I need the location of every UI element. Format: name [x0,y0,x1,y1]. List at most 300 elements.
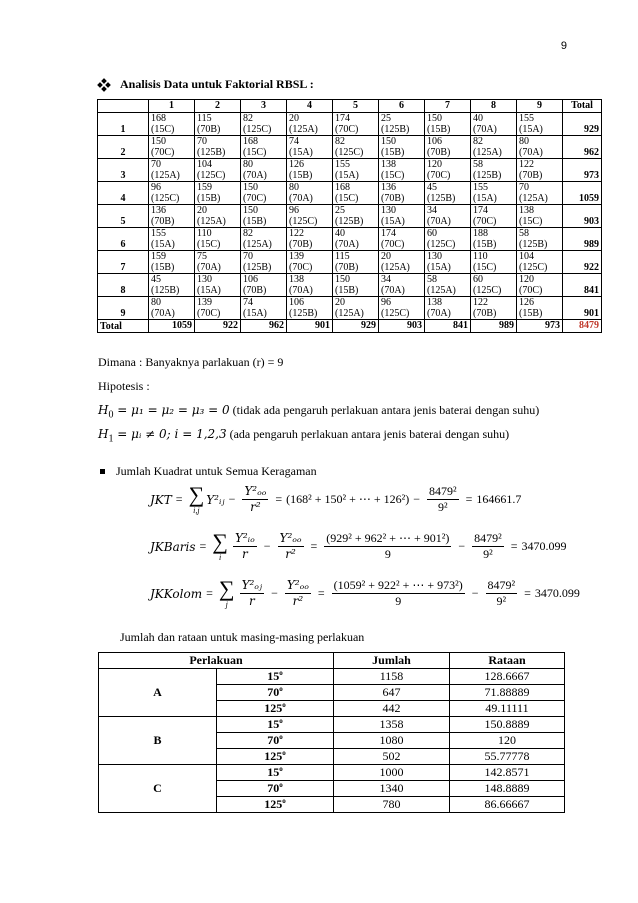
group-label: C [99,765,217,813]
cell-value: 20 [289,113,299,124]
cell-treatment: (15B) [289,170,313,181]
data-cell [333,251,379,274]
temperature-cell [217,797,334,813]
cell-treatment: (70A) [243,170,267,181]
table-row [98,297,602,320]
row-label: 2 [98,136,149,159]
cell-value: 120 [519,274,534,285]
rataan-cell: 49.11111 [450,701,565,717]
row-label: 6 [98,228,149,251]
cell-value: 25 [381,113,391,124]
cell-value: 104 [519,251,534,262]
jumlah-cell: 1080 [334,733,450,749]
cell-value: 82 [473,136,483,147]
cell-value: 60 [473,274,483,285]
data-cell [425,274,471,297]
data-cell [195,297,241,320]
data-cell [241,113,287,136]
cell-treatment: (15C) [473,262,497,273]
degree-mark: o [279,685,283,693]
table-row [99,765,565,781]
cell-treatment: (15A) [473,193,497,204]
rataan-cell: 148.8889 [450,781,565,797]
temperature-value: 15 [267,765,280,779]
table-row [98,205,602,228]
row-label: 4 [98,182,149,205]
jumlah-kuadrat-title: Jumlah Kuadrat untuk Semua Keragaman [116,464,317,478]
cell-value: 130 [381,205,396,216]
cell-value: 188 [473,228,488,239]
col-header: 9 [517,100,563,113]
row-total: 903 [563,205,602,228]
data-cell [333,159,379,182]
jumlah-cell: 1340 [334,781,450,797]
h1-note: (ada pengaruh perlakuan antara jenis baterai dengan suhu) [226,427,510,441]
data-cell [241,297,287,320]
col-header: 2 [195,100,241,113]
col-total: 973 [517,320,563,333]
cell-treatment: (125A) [335,308,364,319]
equation-jkkolom: JKKolom = ∑ j $\frac{\text{Y²ₒⱼ}}{r}$ − $\frac{\text{Y²ₒₒ}}{\text{r²}}$ = $\frac{\text{(1059² + 922² + ⋯ + 973²)}}{9}$ − $\frac{\text{8479²}}{\text{9²}}$ = 3470.099 [150,576,580,609]
row-label: 1 [98,113,149,136]
data-cell [517,228,563,251]
cell-treatment: (125C) [473,285,502,296]
degree-mark: o [282,749,286,757]
cell-treatment: (125A) [289,124,318,135]
section-heading [98,77,314,92]
rataan-cell: 150.8889 [450,717,565,733]
jkt-term: Y²ᵢⱼ [206,492,225,507]
sigma-icon: ∑ i,j [188,482,205,515]
col-header: 1 [149,100,195,113]
data-cell [241,136,287,159]
temperature-cell [217,781,334,797]
temperature-value: 70 [267,685,280,699]
equation-jkbaris: JKBaris = ∑ i $\frac{\text{Y²ᵢₒ}}{r}$ − $\frac{\text{Y²ₒₒ}}{\text{r²}}$ = $\frac{\text{(929² + 962² + ⋯ + 901²)}}{9}$ − $\frac{\text{8479²}}{\text{9²}}$ = 3470.099 [150,529,567,562]
cell-treatment: (15C) [151,124,175,135]
row-label: 7 [98,251,149,274]
cell-treatment: (70A) [473,124,497,135]
temperature-cell [217,685,334,701]
data-cell [287,251,333,274]
cell-treatment: (70B) [335,262,359,273]
data-cell [195,113,241,136]
data-cell [425,113,471,136]
cell-treatment: (125C) [151,193,180,204]
col-header: 6 [379,100,425,113]
cell-value: 80 [151,297,161,308]
data-cell [425,205,471,228]
cell-value: 96 [381,297,391,308]
cell-value: 115 [335,251,350,262]
data-cell [195,228,241,251]
rbsl-data-table [97,99,602,333]
data-cell [425,182,471,205]
temperature-value: 125 [264,749,283,763]
cell-value: 122 [289,228,304,239]
row-total: 962 [563,136,602,159]
data-cell [149,182,195,205]
cell-treatment: (70B) [151,216,175,227]
data-cell [379,205,425,228]
degree-mark: o [282,797,286,805]
h1-expr: = μᵢ ≠ 0; i = 1,2,3 [113,427,227,441]
cell-treatment: (15B) [427,124,451,135]
data-cell [241,205,287,228]
cell-treatment: (15A) [289,147,313,158]
table-row [98,228,602,251]
cell-value: 110 [473,251,488,262]
data-cell [241,182,287,205]
h0-sub: 0 [108,409,114,421]
cell-treatment: (15C) [381,170,405,181]
cell-value: 159 [151,251,166,262]
data-cell [149,297,195,320]
cell-value: 120 [427,159,442,170]
cell-treatment: (15A) [151,239,175,250]
temperature-cell [217,669,334,685]
cell-value: 130 [197,274,212,285]
data-cell [287,297,333,320]
data-cell [287,205,333,228]
data-cell [471,159,517,182]
cell-treatment: (70B) [243,285,267,296]
rataan-cell: 128.6667 [450,669,565,685]
data-cell [149,274,195,297]
degree-mark: o [279,717,283,725]
data-cell [333,136,379,159]
cell-treatment: (125B) [427,193,456,204]
equation-jkt: JKT = ∑ i,j Y²ᵢⱼ − $\frac{\text{Y²ₒₒ}}{\text{r²}}$ = (168² + 150² + ⋯ + 126²) − $\frac{\text{8479²}}{\text{9²}}$ = 164661.7 [150,482,522,515]
cell-treatment: (125B) [335,216,364,227]
temperature-value: 70 [267,733,280,747]
cell-treatment: (15C) [243,147,267,158]
cell-value: 40 [473,113,483,124]
sigma-icon: ∑ i [212,529,228,562]
data-cell [195,159,241,182]
table-row [98,274,602,297]
cell-treatment: (70B) [473,308,497,319]
cell-value: 174 [335,113,350,124]
cell-value: 150 [335,274,350,285]
data-cell [517,205,563,228]
cell-value: 138 [427,297,442,308]
cell-treatment: (70A) [381,285,405,296]
cell-value: 138 [519,205,534,216]
data-cell [517,297,563,320]
cell-value: 168 [335,182,350,193]
cell-treatment: (70A) [519,147,543,158]
col-header: 4 [287,100,333,113]
cell-treatment: (15C) [519,216,543,227]
data-cell [149,136,195,159]
group-label: B [99,717,217,765]
temperature-value: 125 [264,797,283,811]
table2-title: Jumlah dan rataan untuk masing-masing perlakuan [120,630,365,644]
col-total: 929 [333,320,379,333]
jkt-result: 164661.7 [476,492,522,506]
temperature-value: 125 [264,701,283,715]
table2-header: Jumlah [334,653,450,669]
data-cell [517,136,563,159]
degree-mark: o [279,669,283,677]
cell-value: 139 [289,251,304,262]
cell-treatment: (125C) [243,124,272,135]
cell-treatment: (70A) [197,262,221,273]
cell-treatment: (125A) [151,170,180,181]
col-total: 1059 [149,320,195,333]
cell-treatment: (15B) [151,262,175,273]
cell-treatment: (125B) [151,285,180,296]
data-cell [287,228,333,251]
cell-treatment: (125A) [381,262,410,273]
cell-treatment: (125B) [473,170,502,181]
data-cell [241,159,287,182]
cell-value: 60 [427,228,437,239]
cell-value: 138 [381,159,396,170]
cell-treatment: (15C) [197,239,221,250]
cell-treatment: (70C) [151,147,175,158]
cell-value: 130 [427,251,442,262]
hypothesis-h0 [98,403,539,420]
cell-treatment: (125C) [519,262,548,273]
cell-value: 126 [519,297,534,308]
data-cell [425,159,471,182]
cell-value: 80 [243,159,253,170]
data-cell [333,297,379,320]
cell-value: 45 [427,182,437,193]
cell-value: 138 [289,274,304,285]
cell-treatment: (15A) [381,216,405,227]
cell-value: 150 [243,205,258,216]
data-cell [517,274,563,297]
col-total: 962 [241,320,287,333]
corner-header [98,100,149,113]
cell-value: 96 [151,182,161,193]
data-cell [425,228,471,251]
row-label: 9 [98,297,149,320]
degree-mark: o [279,733,283,741]
col-total: 841 [425,320,471,333]
row-total: 841 [563,274,602,297]
col-total: 989 [471,320,517,333]
data-cell [379,113,425,136]
data-cell [195,182,241,205]
cell-treatment: (15B) [197,193,221,204]
group-label: A [99,669,217,717]
cell-value: 155 [151,228,166,239]
jumlah-cell: 647 [334,685,450,701]
cell-value: 110 [197,228,212,239]
table2-header: Perlakuan [99,653,334,669]
col-total: 922 [195,320,241,333]
h1-sub: 1 [108,433,114,445]
data-cell [333,182,379,205]
cell-value: 70 [151,159,161,170]
data-cell [195,251,241,274]
cell-value: 45 [151,274,161,285]
col-header: Total [563,100,602,113]
data-cell [149,228,195,251]
cell-value: 74 [243,297,253,308]
cell-value: 104 [197,159,212,170]
col-header: 3 [241,100,287,113]
cell-treatment: (70B) [427,147,451,158]
rataan-cell: 55.77778 [450,749,565,765]
cell-treatment: (70C) [381,239,405,250]
cell-treatment: (15A) [335,170,359,181]
cell-treatment: (70C) [335,124,359,135]
cell-value: 122 [473,297,488,308]
hypothesis-h1 [98,427,509,444]
data-cell [333,205,379,228]
data-cell [333,113,379,136]
cell-value: 139 [197,297,212,308]
data-cell [333,274,379,297]
cell-value: 155 [473,182,488,193]
degree-mark: o [279,765,283,773]
cell-treatment: (15C) [335,193,359,204]
jumlah-cell: 780 [334,797,450,813]
data-cell [471,228,517,251]
row-label: 3 [98,159,149,182]
data-cell [471,113,517,136]
col-header: 8 [471,100,517,113]
row-total: 922 [563,251,602,274]
cell-treatment: (15A) [519,124,543,135]
data-cell [149,159,195,182]
data-cell [195,274,241,297]
jumlah-cell: 442 [334,701,450,717]
jkkolom-name: JKKolom [150,586,203,601]
cell-value: 150 [151,136,166,147]
totals-label: Total [98,320,149,333]
col-total: 901 [287,320,333,333]
cell-treatment: (70A) [335,239,359,250]
jkt-frac: $\frac{\text{Y²ₒₒ}}{\text{r²}}$ [244,484,267,514]
row-total: 901 [563,297,602,320]
jumlah-cell: 1158 [334,669,450,685]
dimana-text: Dimana : Banyaknya parlakuan (r) = 9 [98,355,284,369]
data-cell [287,182,333,205]
cell-treatment: (70A) [427,216,451,227]
cell-value: 174 [473,205,488,216]
col-total: 903 [379,320,425,333]
cell-treatment: (125C) [335,147,364,158]
row-total: 929 [563,113,602,136]
cell-value: 58 [427,274,437,285]
data-cell [471,136,517,159]
data-cell [517,159,563,182]
cell-treatment: (70C) [519,285,543,296]
cell-treatment: (125C) [197,170,226,181]
jumlah-cell: 1358 [334,717,450,733]
row-total: 1059 [563,182,602,205]
temperature-cell [217,765,334,781]
cell-value: 34 [427,205,437,216]
cell-treatment: (125B) [243,262,272,273]
page-number: 9 [560,40,567,52]
data-cell [287,274,333,297]
table-row [98,113,602,136]
degree-mark: o [282,701,286,709]
jkbaris-result: 3470.099 [521,539,567,553]
data-cell [517,182,563,205]
cell-value: 20 [381,251,391,262]
data-cell [241,228,287,251]
data-cell [287,159,333,182]
jkt-ct: $\frac{\text{8479²}}{\text{9²}}$ [429,484,457,514]
cell-value: 122 [519,159,534,170]
diamond-bullet-icon [98,79,110,91]
jumlah-cell: 502 [334,749,450,765]
data-cell [471,251,517,274]
data-cell [425,297,471,320]
cell-treatment: (125C) [427,239,456,250]
rataan-cell: 71.88889 [450,685,565,701]
table2-header: Rataan [450,653,565,669]
cell-value: 106 [427,136,442,147]
jkbaris-name: JKBaris [150,539,196,554]
cell-treatment: (70B) [381,193,405,204]
cell-treatment: (15B) [519,308,543,319]
cell-value: 80 [519,136,529,147]
sigma-icon: ∑ j [218,576,235,609]
h0-note: (tidak ada pengaruh perlakuan antara jenis baterai dengan suhu) [229,403,540,417]
cell-value: 58 [473,159,483,170]
cell-treatment: (70A) [289,285,313,296]
cell-value: 20 [335,297,345,308]
data-cell [195,136,241,159]
cell-value: 155 [519,113,534,124]
cell-value: 34 [381,274,391,285]
temperature-cell [217,733,334,749]
data-cell [379,182,425,205]
cell-treatment: (70B) [519,170,543,181]
jumlah-cell: 1000 [334,765,450,781]
cell-treatment: (70B) [289,239,313,250]
rataan-cell: 86.66667 [450,797,565,813]
grand-total: 8479 [563,320,602,333]
data-cell [287,136,333,159]
cell-value: 25 [335,205,345,216]
data-cell [195,205,241,228]
row-label: 8 [98,274,149,297]
table-row [99,669,565,685]
data-cell [241,274,287,297]
temperature-cell [217,717,334,733]
data-cell [241,251,287,274]
cell-value: 80 [289,182,299,193]
cell-treatment: (70B) [197,124,221,135]
cell-value: 96 [289,205,299,216]
cell-value: 126 [289,159,304,170]
table-row [98,159,602,182]
jkt-name: JKT [150,492,172,507]
cell-value: 168 [151,113,166,124]
cell-treatment: (125B) [289,308,318,319]
data-cell [379,297,425,320]
cell-value: 115 [197,113,212,124]
cell-value: 150 [243,182,258,193]
cell-value: 155 [335,159,350,170]
cell-value: 74 [289,136,299,147]
degree-mark: o [279,781,283,789]
table-row [99,717,565,733]
cell-treatment: (125B) [381,124,410,135]
cell-treatment: (70C) [197,308,221,319]
data-cell [471,274,517,297]
